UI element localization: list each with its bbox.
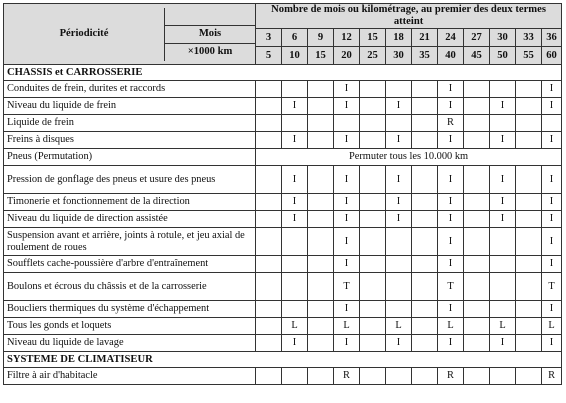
month-value: 24 <box>438 29 464 47</box>
item-label: Suspension avant et arrière, joints à rotule, et jeu axial de roulement de roues <box>4 228 256 256</box>
schedule-cell <box>308 335 334 352</box>
schedule-cell <box>490 115 516 132</box>
schedule-cell: I <box>438 228 464 256</box>
month-value: 36 <box>542 29 562 47</box>
schedule-cell: I <box>542 301 562 318</box>
month-value: 18 <box>386 29 412 47</box>
schedule-cell <box>412 98 438 115</box>
schedule-cell: I <box>282 98 308 115</box>
schedule-cell <box>386 368 412 385</box>
schedule-cell: R <box>542 368 562 385</box>
schedule-cell <box>516 132 542 149</box>
section-row <box>4 65 562 81</box>
schedule-cell <box>256 166 282 194</box>
schedule-cell: I <box>334 228 360 256</box>
schedule-cell <box>412 301 438 318</box>
schedule-cell: L <box>282 318 308 335</box>
schedule-cell <box>386 115 412 132</box>
schedule-cell <box>386 273 412 301</box>
schedule-cell: I <box>490 166 516 194</box>
schedule-cell: I <box>386 211 412 228</box>
schedule-cell: I <box>282 166 308 194</box>
schedule-cell <box>360 166 386 194</box>
schedule-cell <box>386 256 412 273</box>
schedule-cell <box>464 368 490 385</box>
schedule-cell: I <box>386 194 412 211</box>
month-value: 6 <box>282 29 308 47</box>
schedule-cell: T <box>438 273 464 301</box>
schedule-cell <box>464 301 490 318</box>
schedule-cell: I <box>438 301 464 318</box>
schedule-cell <box>412 211 438 228</box>
schedule-cell <box>516 301 542 318</box>
schedule-cell: I <box>334 132 360 149</box>
schedule-cell: I <box>334 98 360 115</box>
schedule-cell <box>464 211 490 228</box>
schedule-cell <box>360 98 386 115</box>
table-row <box>4 318 562 335</box>
schedule-cell <box>464 115 490 132</box>
schedule-cell: L <box>490 318 516 335</box>
schedule-cell: I <box>334 301 360 318</box>
month-value: 27 <box>464 29 490 47</box>
schedule-cell <box>360 194 386 211</box>
schedule-cell <box>490 301 516 318</box>
km-value: 60 <box>542 47 562 65</box>
table-header <box>4 4 562 65</box>
schedule-cell <box>308 256 334 273</box>
schedule-cell <box>308 368 334 385</box>
schedule-cell <box>542 115 562 132</box>
schedule-cell: I <box>386 132 412 149</box>
schedule-cell <box>412 132 438 149</box>
schedule-cell: I <box>438 132 464 149</box>
schedule-cell: I <box>438 335 464 352</box>
schedule-cell <box>360 368 386 385</box>
schedule-cell <box>308 194 334 211</box>
schedule-cell: I <box>282 211 308 228</box>
schedule-cell: I <box>334 81 360 98</box>
table-row <box>4 194 562 211</box>
periodicite-label: Périodicité <box>59 28 109 39</box>
km-value: 55 <box>516 47 542 65</box>
schedule-cell: I <box>438 166 464 194</box>
maintenance-schedule-table <box>3 3 562 385</box>
item-label: Soufflets cache-poussière d'arbre d'entraînement <box>4 256 256 273</box>
schedule-cell <box>464 81 490 98</box>
item-label: Niveau du liquide de lavage <box>4 335 256 352</box>
schedule-cell <box>256 301 282 318</box>
schedule-cell: I <box>438 211 464 228</box>
schedule-cell <box>282 301 308 318</box>
schedule-cell <box>360 301 386 318</box>
schedule-cell <box>308 81 334 98</box>
schedule-cell <box>256 81 282 98</box>
schedule-cell <box>464 256 490 273</box>
schedule-cell <box>412 256 438 273</box>
table-row <box>4 81 562 98</box>
schedule-cell <box>490 81 516 98</box>
schedule-cell: I <box>334 166 360 194</box>
schedule-cell <box>360 132 386 149</box>
schedule-cell: L <box>542 318 562 335</box>
km-value: 20 <box>334 47 360 65</box>
schedule-cell: L <box>438 318 464 335</box>
schedule-cell: I <box>334 211 360 228</box>
schedule-cell <box>516 211 542 228</box>
table-row <box>4 228 562 256</box>
schedule-cell: I <box>490 194 516 211</box>
kilometers-label: ×1000 km <box>187 46 233 57</box>
schedule-cell <box>360 273 386 301</box>
schedule-cell: I <box>386 166 412 194</box>
schedule-cell: I <box>282 194 308 211</box>
schedule-cell: I <box>542 132 562 149</box>
schedule-cell <box>490 273 516 301</box>
schedule-cell: R <box>438 368 464 385</box>
item-label: Boulons et écrous du châssis et de la carrosserie <box>4 273 256 301</box>
schedule-cell <box>516 115 542 132</box>
schedule-cell <box>490 368 516 385</box>
schedule-cell: I <box>438 256 464 273</box>
schedule-cell <box>308 273 334 301</box>
schedule-cell <box>282 115 308 132</box>
schedule-cell <box>360 256 386 273</box>
month-value: 21 <box>412 29 438 47</box>
schedule-cell <box>490 228 516 256</box>
schedule-cell <box>256 318 282 335</box>
schedule-cell <box>464 132 490 149</box>
schedule-cell <box>256 335 282 352</box>
schedule-cell <box>412 194 438 211</box>
schedule-cell <box>412 368 438 385</box>
schedule-cell <box>386 81 412 98</box>
schedule-cell <box>464 273 490 301</box>
schedule-cell <box>516 273 542 301</box>
item-label: Boucliers thermiques du système d'échappement <box>4 301 256 318</box>
schedule-cell: T <box>542 273 562 301</box>
schedule-cell: I <box>438 98 464 115</box>
schedule-cell <box>516 194 542 211</box>
interval-note: Permuter tous les 10.000 km <box>256 149 562 166</box>
schedule-cell <box>282 368 308 385</box>
schedule-cell: R <box>438 115 464 132</box>
schedule-cell <box>256 115 282 132</box>
schedule-cell <box>334 115 360 132</box>
schedule-cell: L <box>386 318 412 335</box>
schedule-cell <box>386 228 412 256</box>
schedule-cell <box>464 98 490 115</box>
km-value: 30 <box>386 47 412 65</box>
km-value: 25 <box>360 47 386 65</box>
schedule-cell <box>516 368 542 385</box>
schedule-cell: T <box>334 273 360 301</box>
schedule-cell <box>516 318 542 335</box>
schedule-cell <box>282 256 308 273</box>
schedule-cell <box>308 132 334 149</box>
schedule-cell: I <box>542 211 562 228</box>
schedule-cell: I <box>386 98 412 115</box>
table-body <box>4 65 562 385</box>
table-row <box>4 273 562 301</box>
schedule-cell: I <box>542 166 562 194</box>
schedule-cell <box>308 166 334 194</box>
table-row <box>4 132 562 149</box>
schedule-cell: R <box>334 368 360 385</box>
months-label: Mois <box>165 26 255 44</box>
schedule-cell <box>256 273 282 301</box>
schedule-cell: I <box>490 98 516 115</box>
schedule-cell: I <box>386 335 412 352</box>
schedule-cell: I <box>282 335 308 352</box>
schedule-cell <box>360 115 386 132</box>
schedule-cell <box>360 318 386 335</box>
table-row <box>4 335 562 352</box>
schedule-cell: L <box>334 318 360 335</box>
schedule-cell <box>308 318 334 335</box>
schedule-cell <box>490 256 516 273</box>
schedule-cell: I <box>542 335 562 352</box>
schedule-cell <box>256 256 282 273</box>
item-label: Freins à disques <box>4 132 256 149</box>
month-value: 12 <box>334 29 360 47</box>
schedule-cell <box>360 211 386 228</box>
schedule-cell <box>256 368 282 385</box>
section-row <box>4 352 562 368</box>
schedule-cell <box>412 81 438 98</box>
schedule-cell <box>412 115 438 132</box>
schedule-cell <box>516 81 542 98</box>
table-row <box>4 211 562 228</box>
schedule-cell <box>308 211 334 228</box>
schedule-cell <box>516 228 542 256</box>
interval-title-header: Nombre de mois ou kilométrage, au premier des deux termes atteint <box>256 4 562 29</box>
item-label: Pression de gonflage des pneus et usure des pneus <box>4 166 256 194</box>
schedule-cell <box>256 228 282 256</box>
km-value: 45 <box>464 47 490 65</box>
item-label: Tous les gonds et loquets <box>4 318 256 335</box>
schedule-cell: I <box>542 256 562 273</box>
schedule-cell: I <box>282 132 308 149</box>
schedule-cell <box>308 115 334 132</box>
section-title: CHASSIS et CARROSSERIE <box>4 65 562 81</box>
schedule-cell <box>464 318 490 335</box>
schedule-cell <box>256 132 282 149</box>
schedule-cell: I <box>542 194 562 211</box>
schedule-cell <box>308 228 334 256</box>
schedule-cell <box>360 335 386 352</box>
schedule-cell <box>282 273 308 301</box>
table-row <box>4 149 562 166</box>
item-label: Liquide de frein <box>4 115 256 132</box>
item-label: Filtre à air d'habitacle <box>4 368 256 385</box>
km-value: 5 <box>256 47 282 65</box>
schedule-cell: I <box>334 256 360 273</box>
item-label: Niveau du liquide de frein <box>4 98 256 115</box>
schedule-cell <box>282 81 308 98</box>
table-row <box>4 301 562 318</box>
table-row <box>4 166 562 194</box>
schedule-cell <box>256 98 282 115</box>
km-value: 50 <box>490 47 516 65</box>
schedule-cell <box>412 228 438 256</box>
schedule-cell: I <box>490 335 516 352</box>
month-value: 9 <box>308 29 334 47</box>
schedule-cell: I <box>490 211 516 228</box>
periodicite-header <box>4 4 256 65</box>
schedule-cell <box>256 194 282 211</box>
schedule-cell <box>256 211 282 228</box>
section-title: SYSTEME DE CLIMATISEUR <box>4 352 562 368</box>
schedule-cell: I <box>490 132 516 149</box>
schedule-cell <box>516 98 542 115</box>
table-row <box>4 256 562 273</box>
month-value: 15 <box>360 29 386 47</box>
schedule-cell <box>360 81 386 98</box>
table-row <box>4 368 562 385</box>
km-value: 10 <box>282 47 308 65</box>
schedule-cell <box>464 335 490 352</box>
month-value: 30 <box>490 29 516 47</box>
schedule-cell <box>386 301 412 318</box>
schedule-cell: I <box>334 335 360 352</box>
schedule-cell: I <box>438 81 464 98</box>
schedule-cell <box>308 301 334 318</box>
schedule-cell <box>516 335 542 352</box>
km-value: 15 <box>308 47 334 65</box>
item-label: Timonerie et fonctionnement de la direction <box>4 194 256 211</box>
schedule-cell <box>412 335 438 352</box>
schedule-cell <box>282 228 308 256</box>
km-value: 40 <box>438 47 464 65</box>
schedule-cell <box>516 166 542 194</box>
schedule-cell: I <box>542 228 562 256</box>
item-label: Conduites de frein, durites et raccords <box>4 81 256 98</box>
schedule-cell <box>412 318 438 335</box>
schedule-cell <box>464 166 490 194</box>
schedule-cell <box>464 228 490 256</box>
schedule-cell <box>308 98 334 115</box>
km-value: 35 <box>412 47 438 65</box>
schedule-cell <box>360 228 386 256</box>
schedule-cell <box>412 273 438 301</box>
schedule-cell: I <box>438 194 464 211</box>
schedule-cell <box>412 166 438 194</box>
table-row <box>4 115 562 132</box>
schedule-cell: I <box>542 81 562 98</box>
item-label: Niveau du liquide de direction assistée <box>4 211 256 228</box>
month-value: 33 <box>516 29 542 47</box>
schedule-cell <box>516 256 542 273</box>
schedule-cell <box>464 194 490 211</box>
item-label: Pneus (Permutation) <box>4 149 256 166</box>
schedule-cell: I <box>334 194 360 211</box>
schedule-cell: I <box>542 98 562 115</box>
month-value: 3 <box>256 29 282 47</box>
table-row <box>4 98 562 115</box>
